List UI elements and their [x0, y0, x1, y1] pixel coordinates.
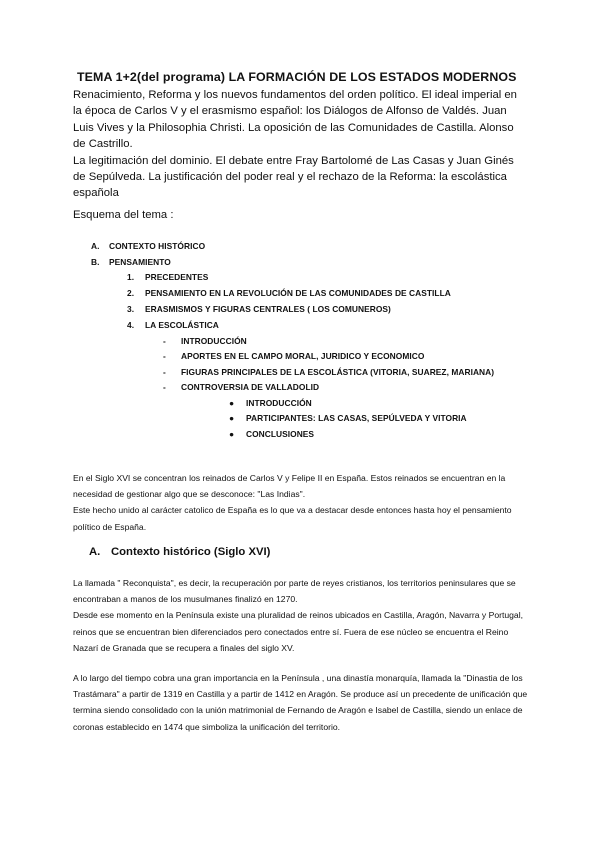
- outline-text: PRECEDENTES: [145, 272, 209, 282]
- outline-marker: B.: [91, 257, 100, 267]
- section-marker: A.: [89, 546, 101, 558]
- outline-marker: 3.: [127, 304, 135, 314]
- outline-text: CONCLUSIONES: [246, 429, 315, 439]
- intro-line-1: Renacimiento, Reforma y los nuevos fundamentos del orden político. El ideal imperial en la época de Carlos V y el erasmismo español: los Diálogos de Alfonso de Valdés. Juan Luis Vives y la Philosophia Christi. La oposición de las Comunidades de Castilla. Alonso de Castrillo.: [73, 89, 517, 151]
- outline-text: INTRODUCCIÓN: [181, 336, 247, 346]
- outline-marker: A.: [91, 241, 100, 251]
- outline-text: FIGURAS PRINCIPALES DE LA ESCOLÁSTICA (VITORIA, SUAREZ, MARIANA): [181, 367, 495, 377]
- outline-text: PENSAMIENTO: [109, 257, 171, 267]
- document-title: TEMA 1+2(del programa) LA FORMACIÓN DE LOS ESTADOS MODERNOS: [77, 70, 517, 84]
- paragraph-reconquista: La llamada " Reconquista", es decir, la recuperación por parte de reyes cristianos, los territorios peninsulares que se encontraban a manos de los musulmanes finalizó en 1270. Desde ese momento en la Península existe una pluralidad de reinos ubicados en Castilla, Aragón, Navarra y Portugal, reinos que se encuentran bien diferenciados pero conectados entre sí. Fuera de ese núcleo se encuentra el Reino Nazarí de Granada que se recupera a finales del siglo XV.: [73, 578, 524, 653]
- paragraph-siglo-xvi: En el Siglo XVI se concentran los reinados de Carlos V y Felipe II en España. Estos reinados se encuentran en la necesidad de gestionar algo que se desconoce: "Las Indias". Este hecho unido al carácter catolico de España es lo que va a destacar desde entonces hasta hoy el pensamiento político de España.: [73, 473, 512, 532]
- bullet-icon: ●: [229, 429, 235, 439]
- outline-marker: -: [163, 336, 166, 346]
- outline-marker: -: [163, 367, 166, 377]
- outline-marker: 2.: [127, 288, 135, 298]
- outline-marker: -: [163, 382, 166, 392]
- intro-text: [73, 87, 523, 202]
- outline-text: INTRODUCCIÓN: [246, 398, 312, 408]
- outline-marker: -: [163, 351, 166, 361]
- outline-text: ERASMISMOS Y FIGURAS CENTRALES ( LOS COMUNEROS): [145, 304, 391, 314]
- bullet-icon: ●: [229, 413, 235, 423]
- outline-text: CONTROVERSIA DE VALLADOLID: [181, 382, 320, 392]
- outline-text: CONTEXTO HISTÓRICO: [109, 241, 206, 251]
- intro-line-2: La legitimación del dominio. El debate entre Fray Bartolomé de Las Casas y Juan Ginés de Sepúlveda. La justificación del poder real y el rechazo de la Reforma: la escolástica española: [73, 154, 514, 200]
- section-heading-contexto: [89, 546, 270, 558]
- outline-text: LA ESCOLÁSTICA: [145, 320, 219, 330]
- esquema-label: Esquema del tema :: [73, 209, 174, 221]
- outline-marker: 4.: [127, 320, 135, 330]
- outline-text: PENSAMIENTO EN LA REVOLUCIÓN DE LAS COMUNIDADES DE CASTILLA: [145, 288, 451, 298]
- outline-text: PARTICIPANTES: LAS CASAS, SEPÚLVEDA Y VITORIA: [246, 413, 467, 423]
- paragraph-trastamara: A lo largo del tiempo cobra una gran importancia en la Península , una dinastía monarquía, llamada la "Dinastia de los Trastámara" a partir de 1319 en Castilla y a partir de 1412 en Aragón. Se produce así un precedente de unificación que termina siendo consolidado con la unión matrimonial de Fernando de Aragón e Isabel de Castilla, siendo un enlace de coronas establecido en 1474 que simboliza la unificación del territorio.: [73, 673, 528, 732]
- section-title: Contexto histórico (Siglo XVI): [111, 546, 271, 558]
- bullet-icon: ●: [229, 398, 235, 408]
- outline-marker: 1.: [127, 272, 135, 282]
- outline-text: APORTES EN EL CAMPO MORAL, JURIDICO Y ECONOMICO: [181, 351, 425, 361]
